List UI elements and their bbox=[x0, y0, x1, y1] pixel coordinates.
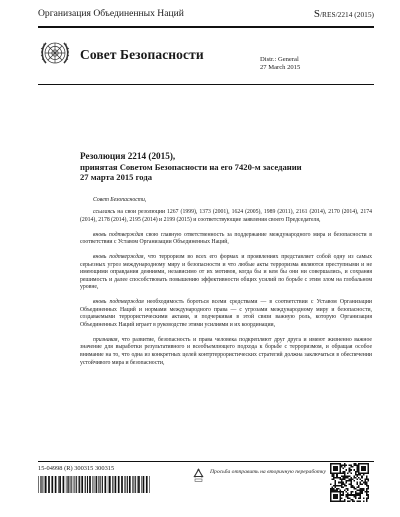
resolution-subtitle: принятая Советом Безопасности на его 7420-м заседании 27 марта 2015 года bbox=[80, 162, 302, 182]
paragraph-text: необходимость бороться всеми средствами — в соответствии с Уставом Организации Объединенных Наций и нормами международного права — с угрозами международному миру и безопасности, создаваемыми террористическими актами, и подчеркивая в этой связи важную роль, которую Организация Объединенных Наций играет в руководстве этими усилиями и их координации, bbox=[80, 299, 372, 328]
footer-rule bbox=[38, 461, 374, 462]
preamble-paragraph bbox=[80, 232, 372, 247]
preamble-paragraph bbox=[80, 254, 372, 292]
council-title: Совет Безопасности bbox=[80, 47, 204, 62]
paragraph-lead: ссылаясь bbox=[93, 209, 116, 216]
barcode-icon bbox=[38, 476, 150, 493]
document-symbol-initial: S bbox=[313, 8, 320, 20]
paragraph-lead: вновь подтверждая bbox=[93, 253, 144, 260]
paragraph-text: на свои резолюции 1267 (1999), 1373 (2001), 1624 (2005), 1989 (2011), 2161 (2014), 2170 (2014), 2174 (2014), 2178 (2014), 2195 (2014) и 2199 (2015) и соответствующие заявления своего Председателя, bbox=[80, 209, 372, 224]
paragraph-text: , что терроризм во всех его формах и проявлениях представляет собой одну из самых серьезных угроз международному миру и безопасности и что любые акты терроризма являются преступными и не имеющими оправдания деяниями, независимо от их мотивов, когда бы и кем бы они ни совершались, и сохраняя решимость и далее способствовать повышению эффективности общих усилий по борьбе с этим злом на глобальном уровне, bbox=[80, 253, 372, 291]
document-number: 15-04998 (R) 300315 300315 bbox=[38, 465, 115, 472]
header-rule bbox=[38, 26, 374, 28]
preamble-paragraph bbox=[80, 197, 372, 205]
paragraph-text: , что развитие, безопасность и права человека подкрепляют друг друга и имеют жизненно важное значение для выработки результативного и всеобъемлющего подхода к борьбе с терроризмом, и обращая особое внимание на то, что одна из конкретных целей контртеррористических стратегий должна заключаться в обеспечении устойчивого мира и безопасности, bbox=[80, 336, 372, 366]
recycle-icon bbox=[192, 468, 205, 482]
resolution-title: Резолюция 2214 (2015), bbox=[80, 151, 176, 161]
paragraph-lead: Совет Безопасности, bbox=[93, 197, 147, 203]
document-symbol bbox=[314, 8, 374, 20]
organization-name: Организация Объединенных Наций bbox=[38, 8, 184, 19]
masthead-rule bbox=[38, 84, 374, 85]
page-header bbox=[38, 8, 374, 24]
preamble-paragraph bbox=[80, 337, 372, 368]
paragraph-lead: признавая bbox=[93, 336, 118, 343]
distribution-block bbox=[260, 56, 300, 73]
un-emblem-icon bbox=[40, 38, 70, 68]
distribution-date: 27 March 2015 bbox=[260, 64, 301, 72]
paragraph-text: свою главную ответственность за поддержание международного мира и безопасности в соответствии с Уставом Организации Объединенных Наций, bbox=[80, 231, 372, 246]
preamble-paragraph bbox=[80, 209, 372, 224]
paragraph-lead: вновь подтверждая bbox=[93, 299, 144, 306]
qr-code-icon bbox=[330, 463, 369, 502]
distribution-type: Distr.: General bbox=[260, 56, 299, 63]
resolution-body bbox=[80, 197, 372, 374]
recycle-notice: Просьба отправить на вторичную переработку bbox=[210, 469, 327, 475]
preamble-paragraph bbox=[80, 299, 372, 330]
document-symbol-rest: /RES/2214 (2015) bbox=[320, 10, 374, 19]
paragraph-lead: вновь подтверждая bbox=[93, 231, 144, 238]
